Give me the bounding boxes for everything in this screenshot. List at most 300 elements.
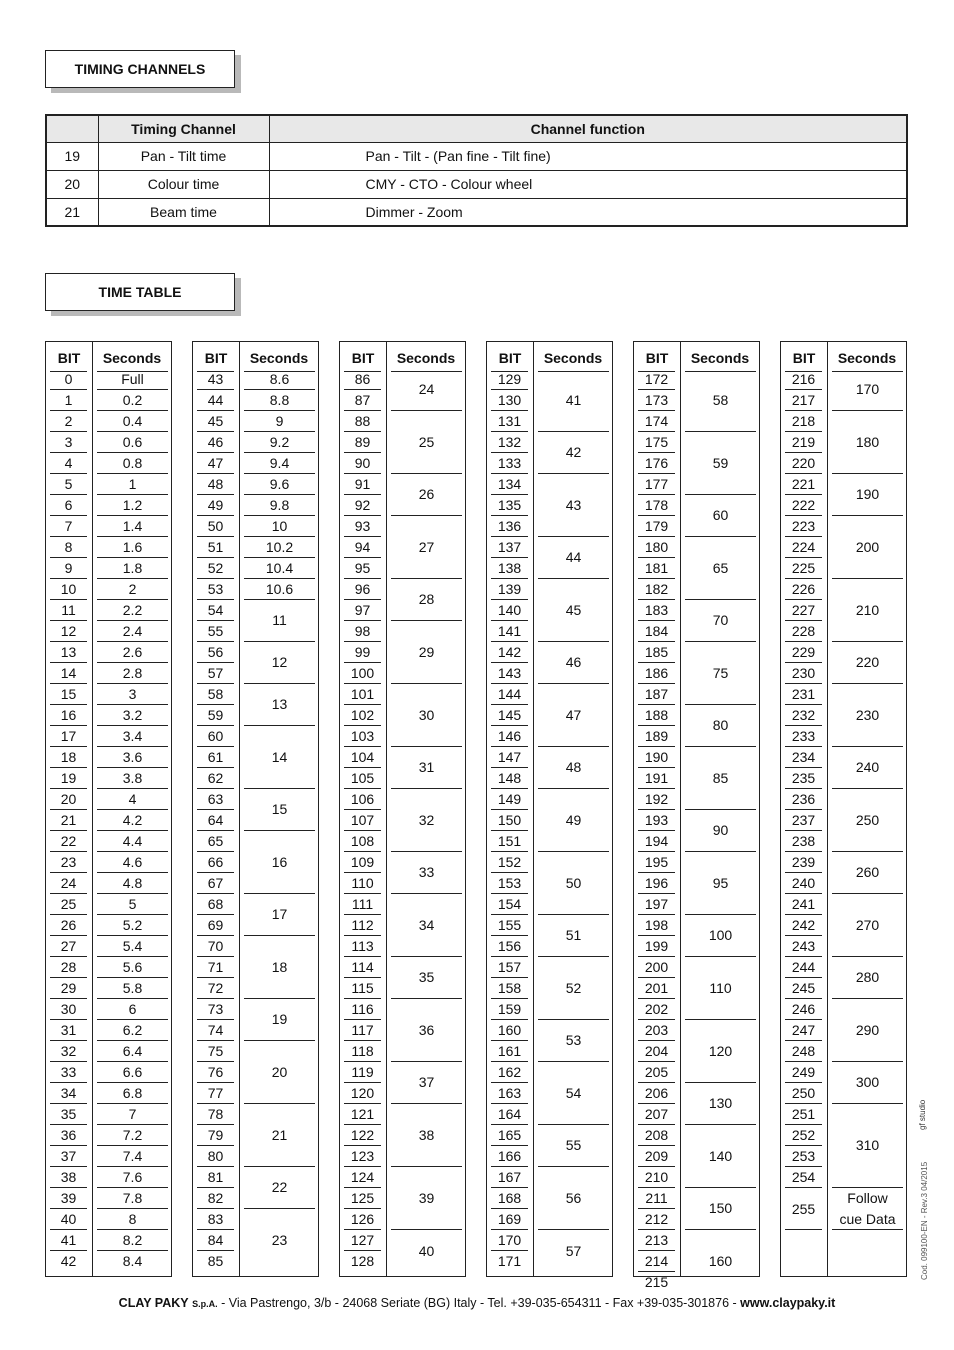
seconds-cell: 2.8 bbox=[97, 663, 168, 684]
bit-cell: 190 bbox=[638, 747, 675, 768]
bit-cell: 155 bbox=[491, 915, 528, 936]
bit-cell: 127 bbox=[344, 1230, 381, 1251]
seconds-cell: 90 bbox=[685, 810, 756, 852]
bit-cell: 193 bbox=[638, 810, 675, 831]
bit-cell: 162 bbox=[491, 1062, 528, 1083]
bit-cell: 23 bbox=[50, 852, 87, 873]
column-header bbox=[781, 342, 906, 371]
bit-cell: 18 bbox=[50, 747, 87, 768]
header-bit: BIT bbox=[204, 350, 228, 366]
bit-cell: 125 bbox=[344, 1188, 381, 1209]
seconds-cell: 240 bbox=[832, 747, 903, 789]
bit-cell: 153 bbox=[491, 873, 528, 894]
bit-cell: 12 bbox=[50, 621, 87, 642]
seconds-cell: 250 bbox=[832, 789, 903, 852]
bit-cell: 16 bbox=[50, 705, 87, 726]
channel-number: 20 bbox=[46, 170, 98, 198]
bit-cell: 134 bbox=[491, 474, 528, 495]
time-column-5 bbox=[633, 341, 760, 1290]
bit-cell: 75 bbox=[197, 1041, 234, 1062]
bit-cell: 172 bbox=[638, 369, 675, 390]
seconds-cell: 43 bbox=[538, 474, 609, 537]
bit-cell: 254 bbox=[785, 1167, 822, 1188]
bit-cell: 121 bbox=[344, 1104, 381, 1125]
bit-cell: 201 bbox=[638, 978, 675, 999]
bit-cell: 41 bbox=[50, 1230, 87, 1251]
seconds-cell: 180 bbox=[832, 411, 903, 474]
bit-cell: 192 bbox=[638, 789, 675, 810]
seconds-cell: 3 bbox=[97, 684, 168, 705]
seconds-cell: 25 bbox=[391, 411, 462, 474]
bit-cell: 145 bbox=[491, 705, 528, 726]
bit-cell: 135 bbox=[491, 495, 528, 516]
seconds-cell: 0.2 bbox=[97, 390, 168, 411]
bit-cell: 138 bbox=[491, 558, 528, 579]
bit-cell: 248 bbox=[785, 1041, 822, 1062]
seconds-cell: 48 bbox=[538, 747, 609, 789]
bit-cell: 148 bbox=[491, 768, 528, 789]
bit-cell: 188 bbox=[638, 705, 675, 726]
bit-cell: 249 bbox=[785, 1062, 822, 1083]
header-bit: BIT bbox=[498, 350, 522, 366]
time-column-1 bbox=[45, 341, 172, 1277]
seconds-cell: 270 bbox=[832, 894, 903, 957]
seconds-cell: 2.6 bbox=[97, 642, 168, 663]
seconds-cell: 3.8 bbox=[97, 768, 168, 789]
bit-cell: 74 bbox=[197, 1020, 234, 1041]
bit-cell: 252 bbox=[785, 1125, 822, 1146]
seconds-cell: 230 bbox=[832, 684, 903, 747]
bit-cell: 7 bbox=[50, 516, 87, 537]
bit-cell: 230 bbox=[785, 663, 822, 684]
seconds-cell: 35 bbox=[391, 957, 462, 999]
channel-name: Colour time bbox=[98, 170, 269, 198]
seconds-cell: 57 bbox=[565, 1242, 582, 1259]
seconds-cell: 6.2 bbox=[97, 1020, 168, 1041]
column-header bbox=[46, 342, 171, 371]
bit-cell: 9 bbox=[50, 558, 87, 579]
bit-cell: 1 bbox=[50, 390, 87, 411]
bit-cell: 235 bbox=[785, 768, 822, 789]
seconds-cell: 280 bbox=[832, 957, 903, 999]
seconds-cell: 1 bbox=[97, 474, 168, 495]
bit-cell: 62 bbox=[197, 768, 234, 789]
seconds-cell: 8.6 bbox=[244, 369, 315, 390]
column-separator bbox=[386, 342, 387, 1276]
bit-cell: 216 bbox=[785, 369, 822, 390]
seconds-cell: 8.8 bbox=[244, 390, 315, 411]
bit-cell: 239 bbox=[785, 852, 822, 873]
bit-cell: 212 bbox=[638, 1209, 675, 1230]
bit-cell: 214 bbox=[638, 1251, 675, 1272]
timing-channels-table bbox=[45, 114, 908, 227]
bit-cell: 250 bbox=[785, 1083, 822, 1104]
bit-cell: 11 bbox=[50, 600, 87, 621]
bit-cell: 208 bbox=[638, 1125, 675, 1146]
seconds-cell: 4.2 bbox=[97, 810, 168, 831]
time-column-2 bbox=[192, 341, 319, 1277]
bit-cell: 91 bbox=[344, 474, 381, 495]
seconds-cell: 15 bbox=[244, 789, 315, 831]
seconds-cell: 22 bbox=[244, 1167, 315, 1209]
bit-cell: 47 bbox=[197, 453, 234, 474]
seconds-cell: 2.2 bbox=[97, 600, 168, 621]
bit-cell: 202 bbox=[638, 999, 675, 1020]
seconds-cell: 310 bbox=[832, 1104, 903, 1188]
bit-cell: 124 bbox=[344, 1167, 381, 1188]
bit-cell: 27 bbox=[50, 936, 87, 957]
bit-cell: 117 bbox=[344, 1020, 381, 1041]
seconds-cell: 10 bbox=[244, 516, 315, 537]
bit-cell: 218 bbox=[785, 411, 822, 432]
seconds-cell: 170 bbox=[832, 369, 903, 411]
seconds-cell: 28 bbox=[391, 579, 462, 621]
timing-channels-title: TIMING CHANNELS bbox=[45, 50, 235, 88]
bit-cell: 105 bbox=[344, 768, 381, 789]
bit-cell: 150 bbox=[491, 810, 528, 831]
bit-cell: 207 bbox=[638, 1104, 675, 1125]
bit-cell: 136 bbox=[491, 516, 528, 537]
studio-credit: gf studio bbox=[918, 1099, 927, 1130]
bit-cell: 226 bbox=[785, 579, 822, 600]
seconds-cell: 8.4 bbox=[122, 1253, 143, 1269]
bit-cell: 20 bbox=[50, 789, 87, 810]
bit-cell: 181 bbox=[638, 558, 675, 579]
header-bit: BIT bbox=[57, 350, 81, 366]
seconds-cell: Full bbox=[97, 369, 168, 390]
bit-cell: 191 bbox=[638, 768, 675, 789]
seconds-cell: 0.8 bbox=[97, 453, 168, 474]
bit-cell: 90 bbox=[344, 453, 381, 474]
bit-cell: 161 bbox=[491, 1041, 528, 1062]
seconds-cell: 3.4 bbox=[97, 726, 168, 747]
bit-cell: 15 bbox=[50, 684, 87, 705]
footer-website: www.claypaky.it bbox=[740, 1296, 836, 1310]
seconds-cell: 7 bbox=[97, 1104, 168, 1125]
bit-cell: 203 bbox=[638, 1020, 675, 1041]
bit-cell: 102 bbox=[344, 705, 381, 726]
column-separator bbox=[827, 342, 828, 1276]
bit-cell: 26 bbox=[50, 915, 87, 936]
bit-cell: 158 bbox=[491, 978, 528, 999]
bit-cell: 3 bbox=[50, 432, 87, 453]
bit-cell: 169 bbox=[491, 1209, 528, 1230]
bit-cell: 33 bbox=[50, 1062, 87, 1083]
bit-cell: 176 bbox=[638, 453, 675, 474]
bit-cell: 219 bbox=[785, 432, 822, 453]
bit-cell: 144 bbox=[491, 684, 528, 705]
seconds-cell: 18 bbox=[244, 936, 315, 999]
seconds-cell: 52 bbox=[538, 957, 609, 1020]
bit-cell: 43 bbox=[197, 369, 234, 390]
seconds-cell: 140 bbox=[685, 1125, 756, 1188]
bit-cell: 228 bbox=[785, 621, 822, 642]
bit-cell: 175 bbox=[638, 432, 675, 453]
bit-cell: 165 bbox=[491, 1125, 528, 1146]
bit-cell: 182 bbox=[638, 579, 675, 600]
bit-cell: 171 bbox=[497, 1253, 522, 1269]
bit-cell: 97 bbox=[344, 600, 381, 621]
seconds-cell: 45 bbox=[538, 579, 609, 642]
bit-cell: 205 bbox=[638, 1062, 675, 1083]
bit-cell: 227 bbox=[785, 600, 822, 621]
seconds-cell: 3.2 bbox=[97, 705, 168, 726]
bit-cell: 98 bbox=[344, 621, 381, 642]
bit-cell: 34 bbox=[50, 1083, 87, 1104]
bit-cell: 209 bbox=[638, 1146, 675, 1167]
seconds-cell: 10.6 bbox=[244, 579, 315, 600]
seconds-cell: 7.8 bbox=[97, 1188, 168, 1209]
column-header bbox=[634, 342, 759, 371]
bit-cell: 242 bbox=[785, 915, 822, 936]
bit-cell: 51 bbox=[197, 537, 234, 558]
seconds-cell: 290 bbox=[832, 999, 903, 1062]
channel-function: Pan - Tilt - (Pan fine - Tilt fine) bbox=[269, 142, 907, 170]
seconds-cell: 41 bbox=[538, 369, 609, 432]
bit-cell: 149 bbox=[491, 789, 528, 810]
bit-cell: 217 bbox=[785, 390, 822, 411]
channel-number: 21 bbox=[46, 198, 98, 226]
bit-cell: 104 bbox=[344, 747, 381, 768]
bit-cell: 220 bbox=[785, 453, 822, 474]
table-header-blank bbox=[46, 115, 98, 142]
bit-cell: 113 bbox=[344, 936, 381, 957]
bit-cell: 92 bbox=[344, 495, 381, 516]
seconds-cell: 37 bbox=[391, 1062, 462, 1104]
bit-cell: 28 bbox=[50, 957, 87, 978]
header-seconds: Seconds bbox=[249, 350, 309, 366]
seconds-cell: 29 bbox=[391, 621, 462, 684]
bit-cell: 130 bbox=[491, 390, 528, 411]
seconds-cell: 54 bbox=[538, 1062, 609, 1125]
bit-cell: 77 bbox=[197, 1083, 234, 1104]
column-separator bbox=[680, 342, 681, 1276]
table-header-channel-function: Channel function bbox=[269, 115, 907, 142]
bit-cell: 224 bbox=[785, 537, 822, 558]
footer-address: - Via Pastrengo, 3/b - 24068 Seriate (BG) Italy - Tel. +39-035-654311 - Fax +39-035-301876 - bbox=[217, 1296, 741, 1310]
seconds-cell: 1.8 bbox=[97, 558, 168, 579]
bit-cell: 39 bbox=[50, 1188, 87, 1209]
seconds-cell: 50 bbox=[538, 852, 609, 915]
bit-cell: 103 bbox=[344, 726, 381, 747]
bit-cell: 163 bbox=[491, 1083, 528, 1104]
bit-cell: 152 bbox=[491, 852, 528, 873]
bit-cell: 80 bbox=[197, 1146, 234, 1167]
seconds-cell: 70 bbox=[685, 600, 756, 642]
bit-cell: 200 bbox=[638, 957, 675, 978]
bit-cell: 35 bbox=[50, 1104, 87, 1125]
seconds-cell: 27 bbox=[391, 516, 462, 579]
seconds-cell: 59 bbox=[685, 432, 756, 495]
bit-cell: 25 bbox=[50, 894, 87, 915]
bit-cell: 197 bbox=[638, 894, 675, 915]
seconds-cell: 10.4 bbox=[244, 558, 315, 579]
seconds-cell: 9.4 bbox=[244, 453, 315, 474]
bit-cell: 96 bbox=[344, 579, 381, 600]
seconds-cell: 6.8 bbox=[97, 1083, 168, 1104]
bit-cell: 54 bbox=[197, 600, 234, 621]
bit-cell: 186 bbox=[638, 663, 675, 684]
bit-cell: 196 bbox=[638, 873, 675, 894]
bit-cell: 44 bbox=[197, 390, 234, 411]
channel-number: 19 bbox=[46, 142, 98, 170]
seconds-cell: 58 bbox=[685, 369, 756, 432]
seconds-cell: 190 bbox=[832, 474, 903, 516]
seconds-cell: 40 bbox=[418, 1242, 435, 1259]
bit-cell: 255 bbox=[785, 1188, 822, 1230]
seconds-cell: 210 bbox=[832, 579, 903, 642]
channel-function: CMY - CTO - Colour wheel bbox=[269, 170, 907, 198]
seconds-cell: 17 bbox=[244, 894, 315, 936]
header-bit: BIT bbox=[792, 350, 816, 366]
bit-cell: 210 bbox=[638, 1167, 675, 1188]
seconds-cell: 23 bbox=[271, 1232, 288, 1248]
seconds-cell: 6.6 bbox=[97, 1062, 168, 1083]
seconds-cell: 14 bbox=[244, 726, 315, 789]
bit-cell: 123 bbox=[344, 1146, 381, 1167]
bit-cell: 195 bbox=[638, 852, 675, 873]
bit-cell: 112 bbox=[344, 915, 381, 936]
seconds-cell: 5.8 bbox=[97, 978, 168, 999]
seconds-cell: 85 bbox=[685, 747, 756, 810]
bit-cell: 223 bbox=[785, 516, 822, 537]
seconds-cell: 30 bbox=[391, 684, 462, 747]
bit-cell: 52 bbox=[197, 558, 234, 579]
bit-cell: 87 bbox=[344, 390, 381, 411]
bit-cell: 36 bbox=[50, 1125, 87, 1146]
bit-cell: 141 bbox=[491, 621, 528, 642]
bit-cell: 137 bbox=[491, 537, 528, 558]
bit-cell: 232 bbox=[785, 705, 822, 726]
table-row bbox=[46, 142, 907, 170]
bit-cell: 31 bbox=[50, 1020, 87, 1041]
seconds-cell: 53 bbox=[538, 1020, 609, 1062]
seconds-cell: 200 bbox=[832, 516, 903, 579]
seconds-cell: 110 bbox=[685, 957, 756, 1020]
header-seconds: Seconds bbox=[690, 350, 750, 366]
seconds-cell: 39 bbox=[391, 1167, 462, 1230]
bit-cell: 6 bbox=[50, 495, 87, 516]
bit-cell: 164 bbox=[491, 1104, 528, 1125]
seconds-cell: 2 bbox=[97, 579, 168, 600]
bit-cell: 140 bbox=[491, 600, 528, 621]
bit-cell: 108 bbox=[344, 831, 381, 852]
bit-cell: 24 bbox=[50, 873, 87, 894]
bit-cell: 166 bbox=[491, 1146, 528, 1167]
bit-cell: 247 bbox=[785, 1020, 822, 1041]
seconds-cell: 95 bbox=[685, 852, 756, 915]
bit-cell: 0 bbox=[50, 369, 87, 390]
header-bit: BIT bbox=[645, 350, 669, 366]
time-table-title: TIME TABLE bbox=[45, 273, 235, 311]
seconds-cell: 47 bbox=[538, 684, 609, 747]
column-header bbox=[487, 342, 612, 371]
bit-cell: 106 bbox=[344, 789, 381, 810]
bit-cell: 204 bbox=[638, 1041, 675, 1062]
bit-cell: 37 bbox=[50, 1146, 87, 1167]
footer bbox=[0, 1296, 954, 1310]
seconds-cell: 1.6 bbox=[97, 537, 168, 558]
seconds-cell: 13 bbox=[244, 684, 315, 726]
bit-cell: 116 bbox=[344, 999, 381, 1020]
seconds-cell: 0.6 bbox=[97, 432, 168, 453]
bit-cell: 118 bbox=[344, 1041, 381, 1062]
bit-cell: 245 bbox=[785, 978, 822, 999]
bit-cell: 146 bbox=[491, 726, 528, 747]
bit-cell: 246 bbox=[785, 999, 822, 1020]
bit-cell: 253 bbox=[785, 1146, 822, 1167]
seconds-cell: 20 bbox=[244, 1041, 315, 1104]
seconds-cell: 31 bbox=[391, 747, 462, 789]
bit-cell: 109 bbox=[344, 852, 381, 873]
column-header bbox=[193, 342, 318, 371]
bit-cell: 251 bbox=[785, 1104, 822, 1125]
footer-company: CLAY PAKY bbox=[118, 1296, 189, 1310]
bit-cell: 56 bbox=[197, 642, 234, 663]
column-separator bbox=[239, 342, 240, 1276]
bit-cell: 189 bbox=[638, 726, 675, 747]
seconds-cell: 46 bbox=[538, 642, 609, 684]
seconds-cell: 6 bbox=[97, 999, 168, 1020]
bit-cell: 157 bbox=[491, 957, 528, 978]
seconds-cell: 10.2 bbox=[244, 537, 315, 558]
bit-cell: 160 bbox=[491, 1020, 528, 1041]
seconds-cell: 32 bbox=[391, 789, 462, 852]
bit-cell: 101 bbox=[344, 684, 381, 705]
bit-cell: 100 bbox=[344, 663, 381, 684]
bit-cell: 244 bbox=[785, 957, 822, 978]
bit-cell: 206 bbox=[638, 1083, 675, 1104]
seconds-cell: 260 bbox=[832, 852, 903, 894]
bit-cell: 215 bbox=[644, 1274, 669, 1290]
bit-cell: 126 bbox=[344, 1209, 381, 1230]
bit-cell: 185 bbox=[638, 642, 675, 663]
table-row bbox=[46, 170, 907, 198]
bit-cell: 50 bbox=[197, 516, 234, 537]
bit-cell: 129 bbox=[491, 369, 528, 390]
bit-cell: 64 bbox=[197, 810, 234, 831]
bit-cell: 213 bbox=[638, 1230, 675, 1251]
bit-cell: 142 bbox=[491, 642, 528, 663]
bit-cell: 70 bbox=[197, 936, 234, 957]
seconds-cell: 7.2 bbox=[97, 1125, 168, 1146]
channel-name: Beam time bbox=[98, 198, 269, 226]
footer-company-suffix: S.p.A. bbox=[192, 1299, 218, 1309]
header-seconds: Seconds bbox=[396, 350, 456, 366]
time-column-3 bbox=[339, 341, 466, 1277]
seconds-cell: 4 bbox=[97, 789, 168, 810]
seconds-cell: 4.4 bbox=[97, 831, 168, 852]
bit-cell: 45 bbox=[197, 411, 234, 432]
seconds-cell: 220 bbox=[832, 642, 903, 684]
bit-cell: 111 bbox=[344, 894, 381, 915]
seconds-cell: 19 bbox=[244, 999, 315, 1041]
bit-cell: 5 bbox=[50, 474, 87, 495]
seconds-cell: 9.6 bbox=[244, 474, 315, 495]
seconds-cell: 42 bbox=[538, 432, 609, 474]
column-separator bbox=[92, 342, 93, 1276]
seconds-cell: 120 bbox=[685, 1020, 756, 1083]
bit-cell: 173 bbox=[638, 390, 675, 411]
bit-cell: 132 bbox=[491, 432, 528, 453]
seconds-cell: 6.4 bbox=[97, 1041, 168, 1062]
bit-cell: 170 bbox=[491, 1230, 528, 1251]
bit-cell: 115 bbox=[344, 978, 381, 999]
bit-cell: 17 bbox=[50, 726, 87, 747]
seconds-cell: 55 bbox=[538, 1125, 609, 1167]
seconds-cell: 12 bbox=[244, 642, 315, 684]
bit-cell: 30 bbox=[50, 999, 87, 1020]
